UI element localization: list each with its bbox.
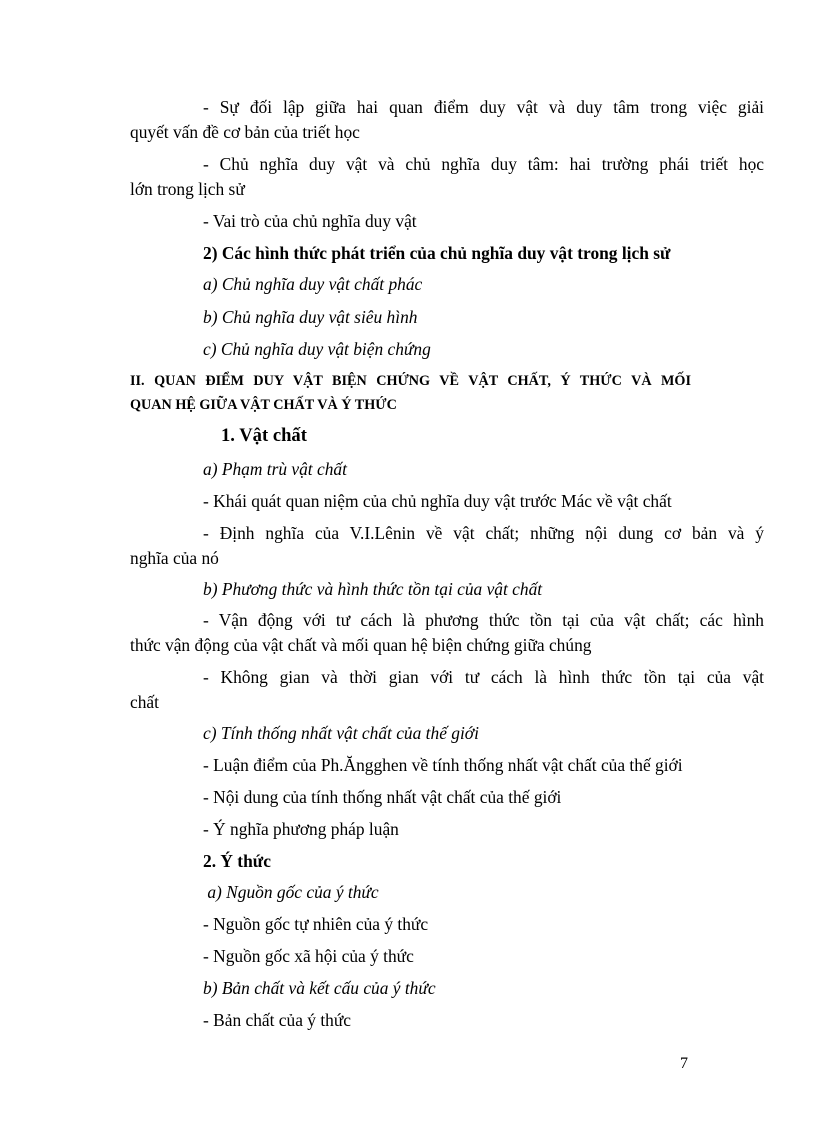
text-line: nghĩa của nó bbox=[130, 548, 219, 568]
text-line: - Khái quát quan niệm của chủ nghĩa duy vật trước Mác về vật chất bbox=[203, 491, 672, 511]
text-line: - Nội dung của tính thống nhất vật chất của thế giới bbox=[203, 787, 562, 807]
text-line: - Vận động với tư cách là phương thức tồn tại của vật chất; các hình bbox=[203, 610, 764, 630]
text-line: - Vai trò của chủ nghĩa duy vật bbox=[203, 211, 417, 231]
subsection-item: a) Chủ nghĩa duy vật chất phác bbox=[203, 274, 423, 294]
subsection-item: b) Chủ nghĩa duy vật siêu hình bbox=[203, 307, 418, 327]
text-line: - Ý nghĩa phương pháp luận bbox=[203, 819, 399, 839]
text-line: - Bản chất của ý thức bbox=[203, 1010, 352, 1030]
section-heading: II. QUAN ĐIỂM DUY VẬT BIỆN CHỨNG VỀ VẬT CHẤT, Ý THỨC VÀ MỐI bbox=[130, 373, 691, 389]
subsection-heading: 2. Ý thức bbox=[203, 851, 271, 871]
text-line: - Nguồn gốc xã hội của ý thức bbox=[203, 946, 414, 966]
section-heading: QUAN HỆ GIỮA VẬT CHẤT VÀ Ý THỨC bbox=[130, 397, 397, 413]
text-line: - Nguồn gốc tự nhiên của ý thức bbox=[203, 914, 429, 934]
text-line: - Định nghĩa của V.I.Lênin về vật chất; những nội dung cơ bản và ý bbox=[203, 523, 764, 543]
subsection-item: b) Bản chất và kết cấu của ý thức bbox=[203, 978, 436, 998]
subsection-item: a) Phạm trù vật chất bbox=[203, 459, 347, 479]
subsection-item: c) Chủ nghĩa duy vật biện chứng bbox=[203, 339, 431, 359]
text-line: thức vận động của vật chất và mối quan hệ biện chứng giữa chúng bbox=[130, 635, 592, 655]
text-line: - Không gian và thời gian với tư cách là hình thức tồn tại của vật bbox=[203, 667, 764, 687]
subsection-item: b) Phương thức và hình thức tồn tại của vật chất bbox=[203, 579, 543, 599]
text-line: - Chủ nghĩa duy vật và chủ nghĩa duy tâm: hai trường phái triết học bbox=[203, 154, 764, 174]
text-line: - Luận điểm của Ph.Ăngghen về tính thống nhất vật chất của thế giới bbox=[203, 755, 683, 775]
text-line: - Sự đối lập giữa hai quan điểm duy vật và duy tâm trong việc giải bbox=[203, 97, 764, 117]
subsection-item: c) Tính thống nhất vật chất của thế giới bbox=[203, 723, 479, 743]
section-title: 1. Vật chất bbox=[221, 425, 307, 446]
subsection-item: a) Nguồn gốc của ý thức bbox=[203, 882, 379, 902]
page-number: 7 bbox=[680, 1055, 688, 1072]
text-line: lớn trong lịch sử bbox=[130, 179, 245, 199]
text-line: quyết vấn đề cơ bản của triết học bbox=[130, 122, 360, 142]
text-line: chất bbox=[130, 692, 159, 712]
subsection-heading: 2) Các hình thức phát triển của chủ nghĩa duy vật trong lịch sử bbox=[203, 243, 671, 263]
